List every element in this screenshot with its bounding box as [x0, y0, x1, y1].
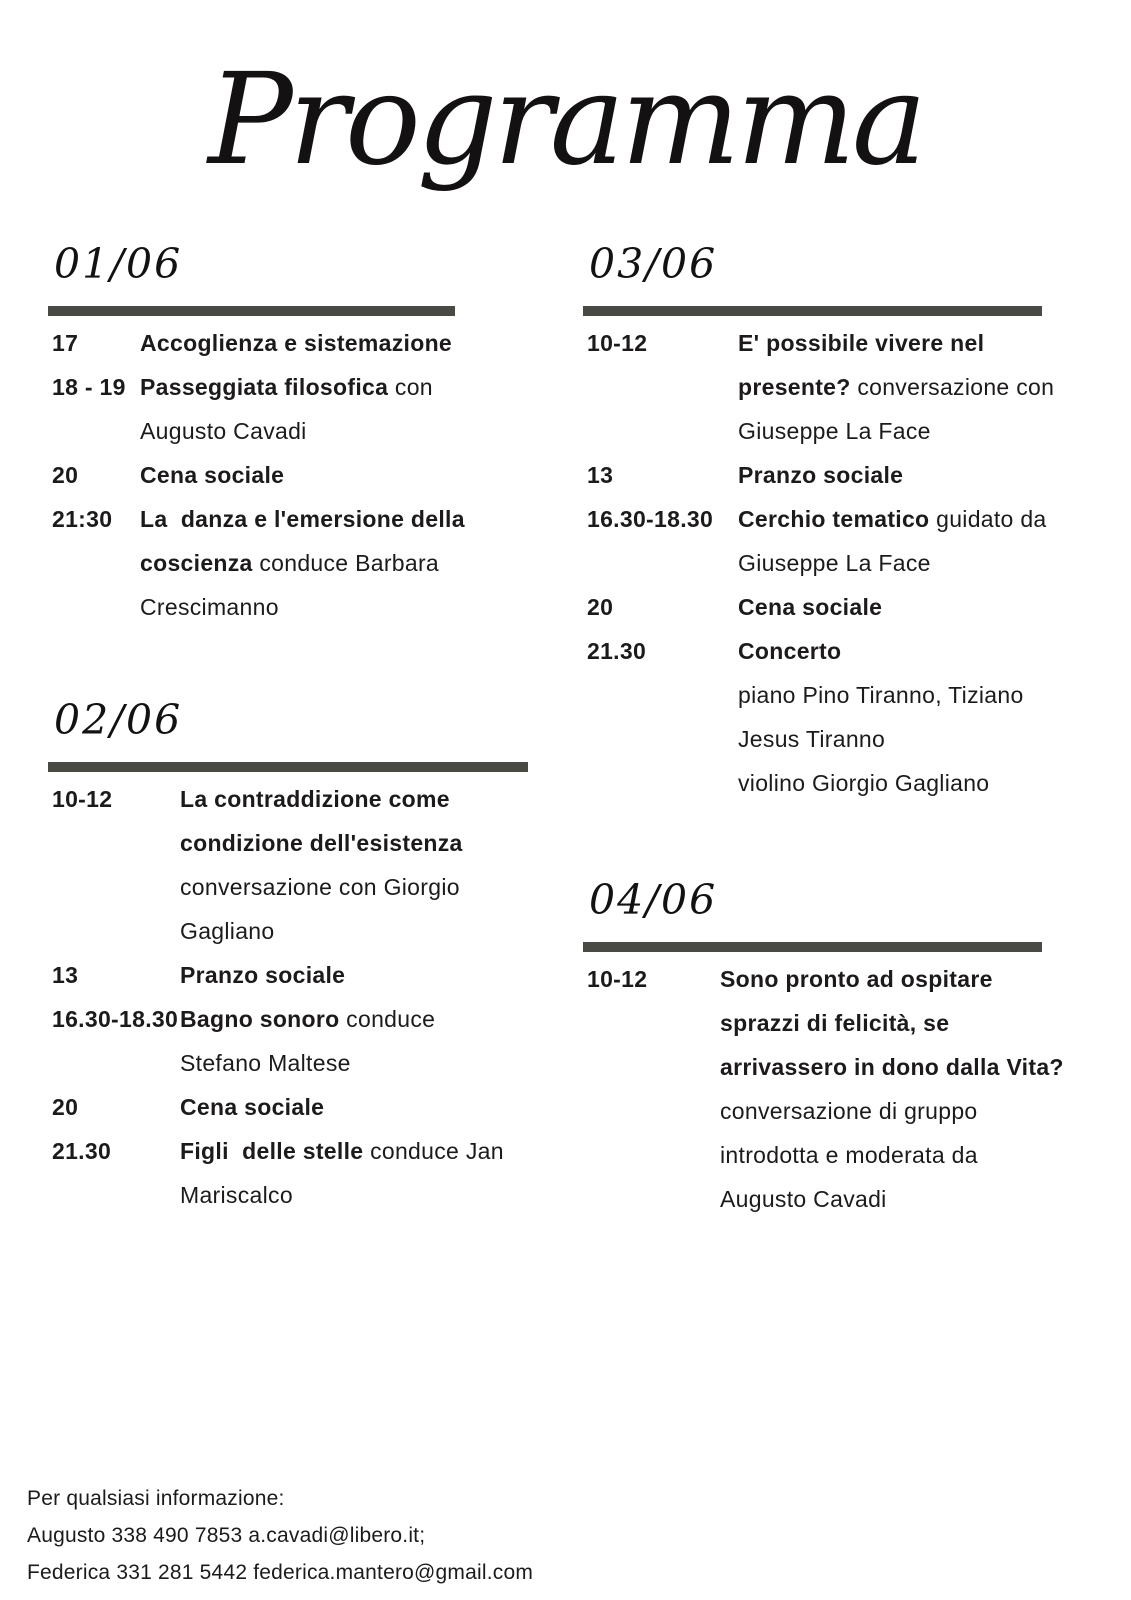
event-line	[180, 1173, 548, 1217]
section-divider	[583, 306, 1042, 316]
event-detail-segment: Stefano Maltese	[180, 1050, 351, 1076]
event-line	[738, 585, 1103, 629]
event-detail-segment: guidato da	[929, 506, 1047, 532]
event-line	[180, 1041, 548, 1085]
schedule-row	[48, 497, 548, 629]
event-detail-segment: Augusto Cavadi	[720, 1186, 887, 1212]
event-line	[738, 409, 1103, 453]
schedule-row	[48, 321, 548, 365]
event-time: 10-12	[587, 966, 648, 992]
event-line	[720, 1089, 1103, 1133]
event-detail-segment: conduce	[339, 1006, 436, 1032]
event-text	[720, 957, 1103, 1221]
event-line	[180, 909, 548, 953]
event-detail-segment: Mariscalco	[180, 1182, 293, 1208]
event-detail-segment: conversazione con Giorgio	[180, 874, 460, 900]
event-title-segment: sprazzi di felicità, se	[720, 1010, 950, 1036]
schedule-row	[48, 777, 548, 953]
footer-contact	[27, 1480, 533, 1591]
schedule-row	[583, 585, 1103, 629]
event-text	[140, 321, 548, 365]
event-line	[180, 997, 548, 1041]
event-time: 20	[587, 594, 614, 620]
footer-contact-augusto: Augusto 338 490 7853 a.cavadi@libero.it;	[27, 1524, 426, 1547]
event-time: 18 - 19	[52, 374, 126, 400]
event-line	[140, 409, 548, 453]
event-line	[180, 1085, 548, 1129]
event-detail-segment: Jesus Tiranno	[738, 726, 886, 752]
section-rows	[48, 321, 548, 629]
section-date: 03/06	[589, 240, 718, 288]
event-time: 21:30	[52, 506, 113, 532]
event-text	[738, 453, 1103, 497]
section-rows	[583, 957, 1103, 1221]
section-date: 01/06	[54, 240, 183, 288]
event-time: 21.30	[587, 638, 647, 664]
event-title-segment: Concerto	[738, 638, 842, 664]
event-line	[738, 365, 1103, 409]
event-time: 20	[52, 1094, 79, 1120]
event-title-segment: E' possibile vivere nel	[738, 330, 985, 356]
event-line	[738, 673, 1103, 717]
event-title-segment: Cena sociale	[180, 1094, 325, 1120]
schedule-row	[48, 453, 548, 497]
event-title-segment: Bagno sonoro	[180, 1006, 340, 1032]
event-text	[738, 629, 1103, 805]
event-text	[738, 497, 1103, 585]
event-text	[180, 777, 548, 953]
event-time: 16.30-18.30	[52, 1006, 179, 1032]
event-line	[738, 497, 1103, 541]
event-detail-segment: conduce Jan	[363, 1138, 504, 1164]
section-rows	[48, 777, 548, 1217]
event-title-segment: La contraddizione come	[180, 786, 450, 812]
section-01-06	[48, 238, 548, 629]
event-line	[180, 953, 548, 997]
event-title-segment: Cena sociale	[140, 462, 285, 488]
event-line	[140, 541, 548, 585]
event-line	[180, 821, 548, 865]
event-line	[140, 453, 548, 497]
schedule-row	[583, 629, 1103, 805]
event-line	[140, 585, 548, 629]
section-04-06	[583, 874, 1103, 1221]
section-divider	[583, 942, 1042, 952]
event-line	[738, 321, 1103, 365]
event-detail-segment: Giuseppe La Face	[738, 418, 931, 444]
event-detail-segment: Gagliano	[180, 918, 275, 944]
section-date: 04/06	[589, 876, 718, 924]
event-title-segment: coscienza	[140, 550, 253, 576]
event-line	[720, 1133, 1103, 1177]
event-time: 16.30-18.30	[587, 506, 714, 532]
section-02-06	[48, 694, 548, 1217]
event-line	[140, 321, 548, 365]
event-line	[180, 777, 548, 821]
section-divider	[48, 306, 455, 316]
event-title-segment: presente?	[738, 374, 851, 400]
schedule-row	[583, 453, 1103, 497]
event-title-segment: Figli delle stelle	[180, 1138, 364, 1164]
section-date: 02/06	[54, 696, 183, 744]
section-rows	[583, 321, 1103, 805]
schedule-row	[48, 1085, 548, 1129]
event-text	[140, 453, 548, 497]
event-time: 10-12	[587, 330, 648, 356]
event-line	[720, 1177, 1103, 1221]
event-line	[720, 1001, 1103, 1045]
event-title-segment: Cena sociale	[738, 594, 883, 620]
event-time: 17	[52, 330, 79, 356]
event-line	[738, 717, 1103, 761]
event-line	[180, 1129, 548, 1173]
event-text	[180, 997, 548, 1085]
event-time: 13	[52, 962, 79, 988]
schedule-row	[48, 365, 548, 453]
schedule-row	[583, 497, 1103, 585]
event-detail-segment: introdotta e moderata da	[720, 1142, 978, 1168]
event-time: 21.30	[52, 1138, 112, 1164]
schedule-row	[48, 997, 548, 1085]
event-line	[720, 1045, 1103, 1089]
event-title-segment: condizione dell'esistenza	[180, 830, 463, 856]
event-detail-segment: Crescimanno	[140, 594, 279, 620]
event-title-segment: La danza e l'emersione della	[140, 506, 465, 532]
event-title-segment: Accoglienza e sistemazione	[140, 330, 453, 356]
event-text	[180, 953, 548, 997]
section-divider	[48, 762, 528, 772]
footer-contact-federica: Federica 331 281 5442 federica.mantero@gmail.com	[27, 1561, 534, 1584]
event-detail-segment: conversazione di gruppo	[720, 1098, 978, 1124]
event-text	[140, 365, 548, 453]
event-detail-segment: con	[388, 374, 433, 400]
event-line	[140, 497, 548, 541]
event-title-segment: Pranzo sociale	[738, 462, 904, 488]
event-time: 20	[52, 462, 79, 488]
event-title-segment: arrivassero in dono dalla Vita?	[720, 1054, 1064, 1080]
event-detail-segment: Augusto Cavadi	[140, 418, 307, 444]
footer-info-line: Per qualsiasi informazione:	[27, 1487, 285, 1510]
event-text	[140, 497, 548, 629]
event-text	[738, 321, 1103, 453]
event-title-segment: Sono pronto ad ospitare	[720, 966, 993, 992]
event-detail-segment: conduce Barbara	[252, 550, 440, 576]
event-detail-segment: piano Pino Tiranno, Tiziano	[738, 682, 1024, 708]
event-title-segment: Cerchio tematico	[738, 506, 930, 532]
section-03-06	[583, 238, 1103, 805]
schedule-row	[48, 1129, 548, 1217]
event-detail-segment: Giuseppe La Face	[738, 550, 931, 576]
schedule-row	[583, 957, 1103, 1221]
page-title: Programma	[208, 46, 923, 193]
event-title-segment: Pranzo sociale	[180, 962, 346, 988]
event-detail-segment: conversazione con	[850, 374, 1055, 400]
schedule-row	[583, 321, 1103, 453]
event-line	[180, 865, 548, 909]
event-detail-segment: violino Giorgio Gagliano	[738, 770, 990, 796]
event-line	[738, 453, 1103, 497]
event-text	[180, 1085, 548, 1129]
event-line	[738, 629, 1103, 673]
event-line	[720, 957, 1103, 1001]
schedule-row	[48, 953, 548, 997]
event-time: 10-12	[52, 786, 113, 812]
event-line	[738, 761, 1103, 805]
event-line	[738, 541, 1103, 585]
event-text	[180, 1129, 548, 1217]
event-title-segment: Passeggiata filosofica	[140, 374, 389, 400]
event-time: 13	[587, 462, 614, 488]
event-line	[140, 365, 548, 409]
event-text	[738, 585, 1103, 629]
